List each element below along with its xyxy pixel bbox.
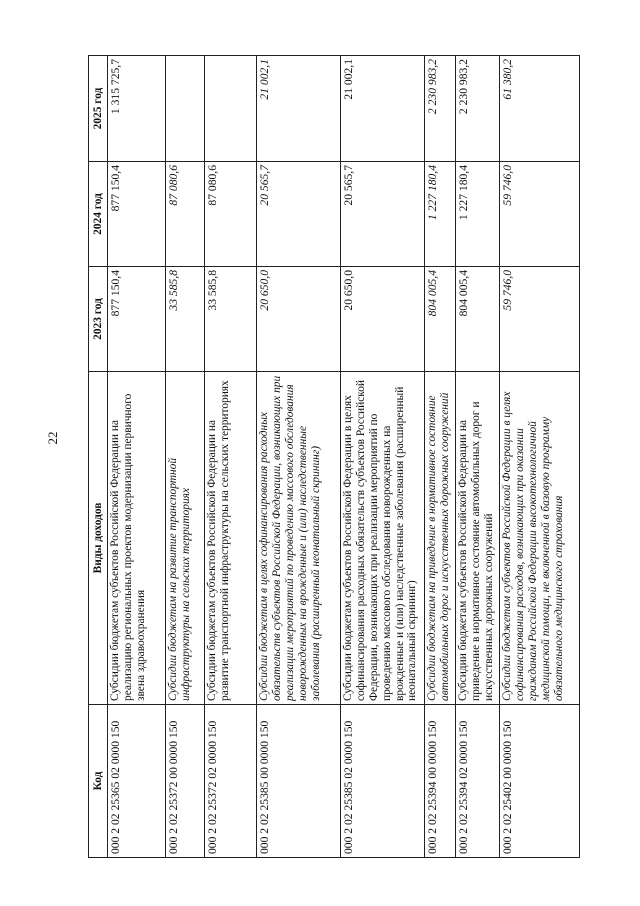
header-year-2023: 2023 год	[89, 267, 108, 372]
value-2024-cell: 877 150,4	[108, 162, 166, 267]
income-type-cell: Субсидии бюджетам в целях софинансирования расходных обязательств субъектов Российской Федерации, возникающих при реализации мероприятий по проведению массового обследования новорожденных на врожденные и (или) наследственные заболевания (расширенный неонатальный скрининг)	[257, 372, 341, 705]
income-type-cell: Субсидии бюджетам на развитие транспортной инфраструктуры на сельских территориях	[166, 372, 205, 705]
code-cell: 000 2 02 25394 00 0000 150	[425, 705, 456, 858]
header-code: Код	[89, 705, 108, 858]
code-cell: 000 2 02 25372 00 0000 150	[166, 705, 205, 858]
value-2024-cell: 20 565,7	[341, 162, 425, 267]
value-2023-cell: 33 585,8	[166, 267, 205, 372]
table-row	[108, 56, 166, 858]
code-cell: 000 2 02 25365 02 0000 150	[108, 705, 166, 858]
page-number: 22	[45, 431, 60, 445]
code-cell: 000 2 02 25385 00 0000 150	[257, 705, 341, 858]
value-2024-cell: 20 565,7	[257, 162, 341, 267]
table-row	[205, 56, 257, 858]
value-2025-cell: 61 380,2	[500, 56, 580, 162]
value-2025-cell	[205, 56, 257, 162]
table-row	[341, 56, 425, 858]
value-2024-cell: 87 080,6	[205, 162, 257, 267]
table-row	[257, 56, 341, 858]
value-2025-cell: 2 230 983,2	[425, 56, 456, 162]
value-2024-cell: 1 227 180,4	[456, 162, 500, 267]
income-type-cell: Субсидии бюджетам субъектов Российской Федерации на развитие транспортной инфраструктуры на сельских территориях	[205, 372, 257, 705]
header-income-type: Виды доходов	[89, 372, 108, 705]
income-type-cell: Субсидии бюджетам на приведение в нормативное состояние автомобильных дорог и искусственных дорожных сооружений	[425, 372, 456, 705]
code-cell: 000 2 02 25402 00 0000 150	[500, 705, 580, 858]
value-2023-cell: 20 650,0	[257, 267, 341, 372]
value-2024-cell: 87 080,6	[166, 162, 205, 267]
income-table	[88, 55, 580, 858]
value-2023-cell: 20 650,0	[341, 267, 425, 372]
income-type-cell: Субсидии бюджетам субъектов Российской Федерации в целях софинансирования расходных обязательств субъектов Российской Федерации, возникающих при реализации мероприятий по проведению массового обследования новорожденных на врожденные и (или) наследственные заболевания (расширенный неонатальный скрининг)	[341, 372, 425, 705]
value-2025-cell: 21 002,1	[341, 56, 425, 162]
code-cell: 000 2 02 25385 02 0000 150	[341, 705, 425, 858]
table-header-row	[89, 56, 108, 858]
table-row	[425, 56, 456, 858]
header-year-2025: 2025 год	[89, 56, 108, 162]
value-2023-cell: 877 150,4	[108, 267, 166, 372]
value-2025-cell	[166, 56, 205, 162]
table-row	[166, 56, 205, 858]
income-table-sheet	[88, 56, 565, 858]
value-2023-cell: 804 005,4	[425, 267, 456, 372]
value-2023-cell: 59 746,0	[500, 267, 580, 372]
code-cell: 000 2 02 25394 02 0000 150	[456, 705, 500, 858]
income-type-cell: Субсидии бюджетам субъектов Российской Федерации в целях софинансирования расходов, возникающих при оказании гражданам Российской Федерации высокотехнологичной медицинской помощи, не включенной в базовую программу обязательного медицинского страхования	[500, 372, 580, 705]
value-2025-cell: 1 315 725,7	[108, 56, 166, 162]
table-row	[456, 56, 500, 858]
value-2023-cell: 33 585,8	[205, 267, 257, 372]
table-row	[500, 56, 580, 858]
income-type-cell: Субсидии бюджетам субъектов Российской Федерации на приведение в нормативное состояние автомобильных дорог и искусственных дорожных сооружений	[456, 372, 500, 705]
value-2025-cell: 2 230 983,2	[456, 56, 500, 162]
code-cell: 000 2 02 25372 02 0000 150	[205, 705, 257, 858]
value-2024-cell: 1 227 180,4	[425, 162, 456, 267]
value-2025-cell: 21 002,1	[257, 56, 341, 162]
value-2023-cell: 804 005,4	[456, 267, 500, 372]
income-type-cell: Субсидии бюджетам субъектов Российской Федерации на реализацию региональных проектов модернизации первичного звена здравоохранения	[108, 372, 166, 705]
header-year-2024: 2024 год	[89, 162, 108, 267]
value-2024-cell: 59 746,0	[500, 162, 580, 267]
